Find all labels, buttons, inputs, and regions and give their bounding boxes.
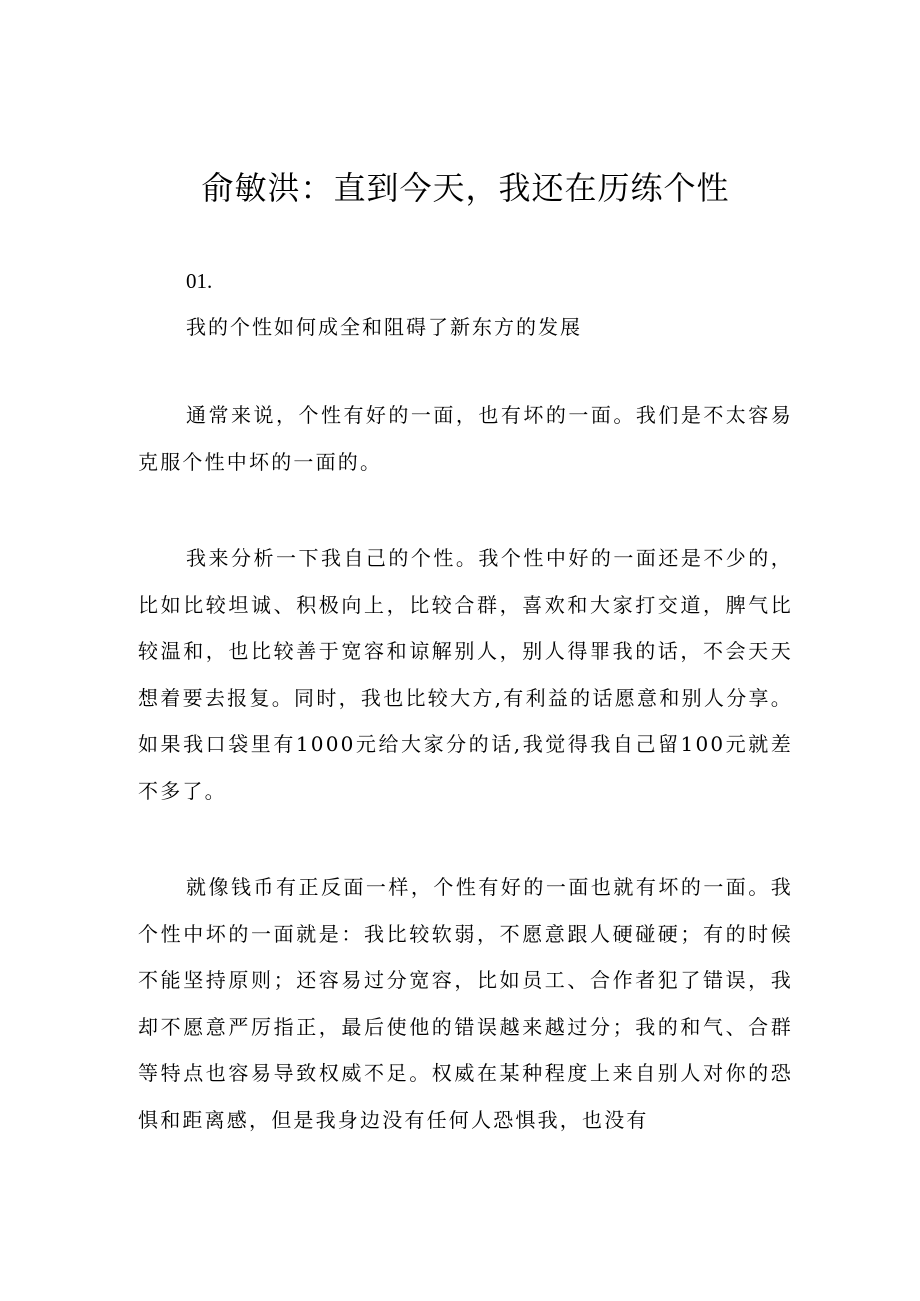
document-title: 俞敏洪：直到今天，我还在历练个性: [201, 169, 730, 207]
section-heading: 我的个性如何成全和阻碍了新东方的发展: [186, 315, 582, 339]
section-number: 01.: [186, 269, 213, 293]
paragraph-1: 通常来说，个性有好的一面，也有坏的一面。我们是不太容易克服个性中坏的一面的。: [138, 403, 793, 474]
paragraph-2: 我来分析一下我自己的个性。我个性中好的一面还是不少的，比如比较坦诚、积极向上，比较合群，喜欢和大家打交道，脾气比较温和，也比较善于宽容和谅解别人，别人得罪我的话，不会天天想着要去报复。同时，我也比较大方,有利益的话愿意和别人分享。如果我口袋里有1000元给大家分的话,我觉得我自己留100元就差不多了。: [138, 546, 793, 803]
paragraph-3: 就像钱币有正反面一样，个性有好的一面也就有坏的一面。我个性中坏的一面就是：我比较软弱，不愿意跟人硬碰硬；有的时候不能坚持原则；还容易过分宽容，比如员工、合作者犯了错误，我却不愿意严厉指正，最后使他的错误越来越过分；我的和气、合群等特点也容易导致权威不足。权威在某种程度上来自别人对你的恐惧和距离感，但是我身边没有任何人恐惧我，也没有: [138, 875, 793, 1132]
